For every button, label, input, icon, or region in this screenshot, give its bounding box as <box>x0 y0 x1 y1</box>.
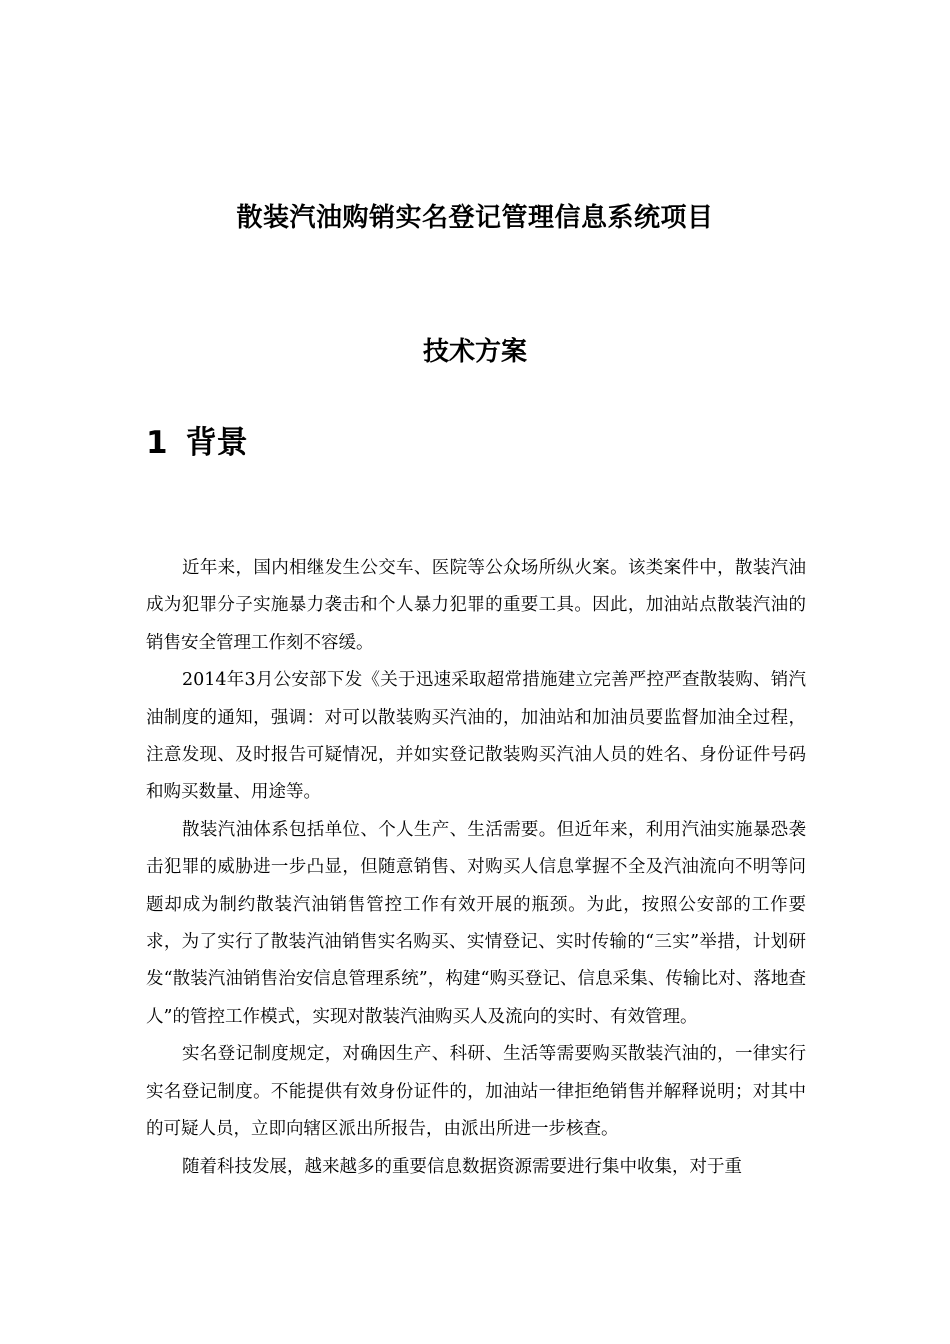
paragraph: 随着科技发展，越来越多的重要信息数据资源需要进行集中收集，对于重 <box>182 1156 742 1177</box>
document-subtitle: 技术方案 <box>422 337 527 367</box>
paragraph: 实名登记制度规定，对确因生产、科研、生活等需要购买散装汽油的，一律实行实名登记制度。不能提供有效身份证件的，加油站一律拒绝销售并解释说明；对其中的可疑人员，立即向辖区派出所报告，由派出所进一步核查。 <box>146 1044 806 1140</box>
body-text <box>146 550 806 1186</box>
paragraph: 2014年3月公安部下发《关于迅速采取超常措施建立完善严控严查散装购、销汽油制度的通知，强调：对可以散装购买汽油的，加油站和加油员要监督加油全过程，注意发现、及时报告可疑情况，并如实登记散装购买汽油人员的姓名、身份证件号码和购买数量、用途等。 <box>146 670 806 803</box>
document-title: 散装汽油购销实名登记管理信息系统项目 <box>236 203 714 233</box>
section-title: 背景 <box>185 425 248 461</box>
section-number: 1 <box>146 425 168 461</box>
paragraph: 近年来，国内相继发生公交车、医院等公众场所纵火案。该类案件中，散装汽油成为犯罪分子实施暴力袭击和个人暴力犯罪的重要工具。因此，加油站点散装汽油的销售安全管理工作刻不容缓。 <box>146 558 806 653</box>
section-heading <box>146 420 248 466</box>
paragraph: 散装汽油体系包括单位、个人生产、生活需要。但近年来，利用汽油实施暴恐袭击犯罪的威胁进一步凸显，但随意销售、对购买人信息掌握不全及汽油流向不明等问题却成为制约散装汽油销售管控工作有效开展的瓶颈。为此，按照公安部的工作要求，为了实行了散装汽油销售实名购买、实情登记、实时传输的“三实”举措，计划研发“散装汽油销售治安信息管理系统”，构建“购买登记、信息采集、传输比对、落地查人”的管控工作模式，实现对散装汽油购买人及流向的实时、有效管理。 <box>146 819 806 1027</box>
